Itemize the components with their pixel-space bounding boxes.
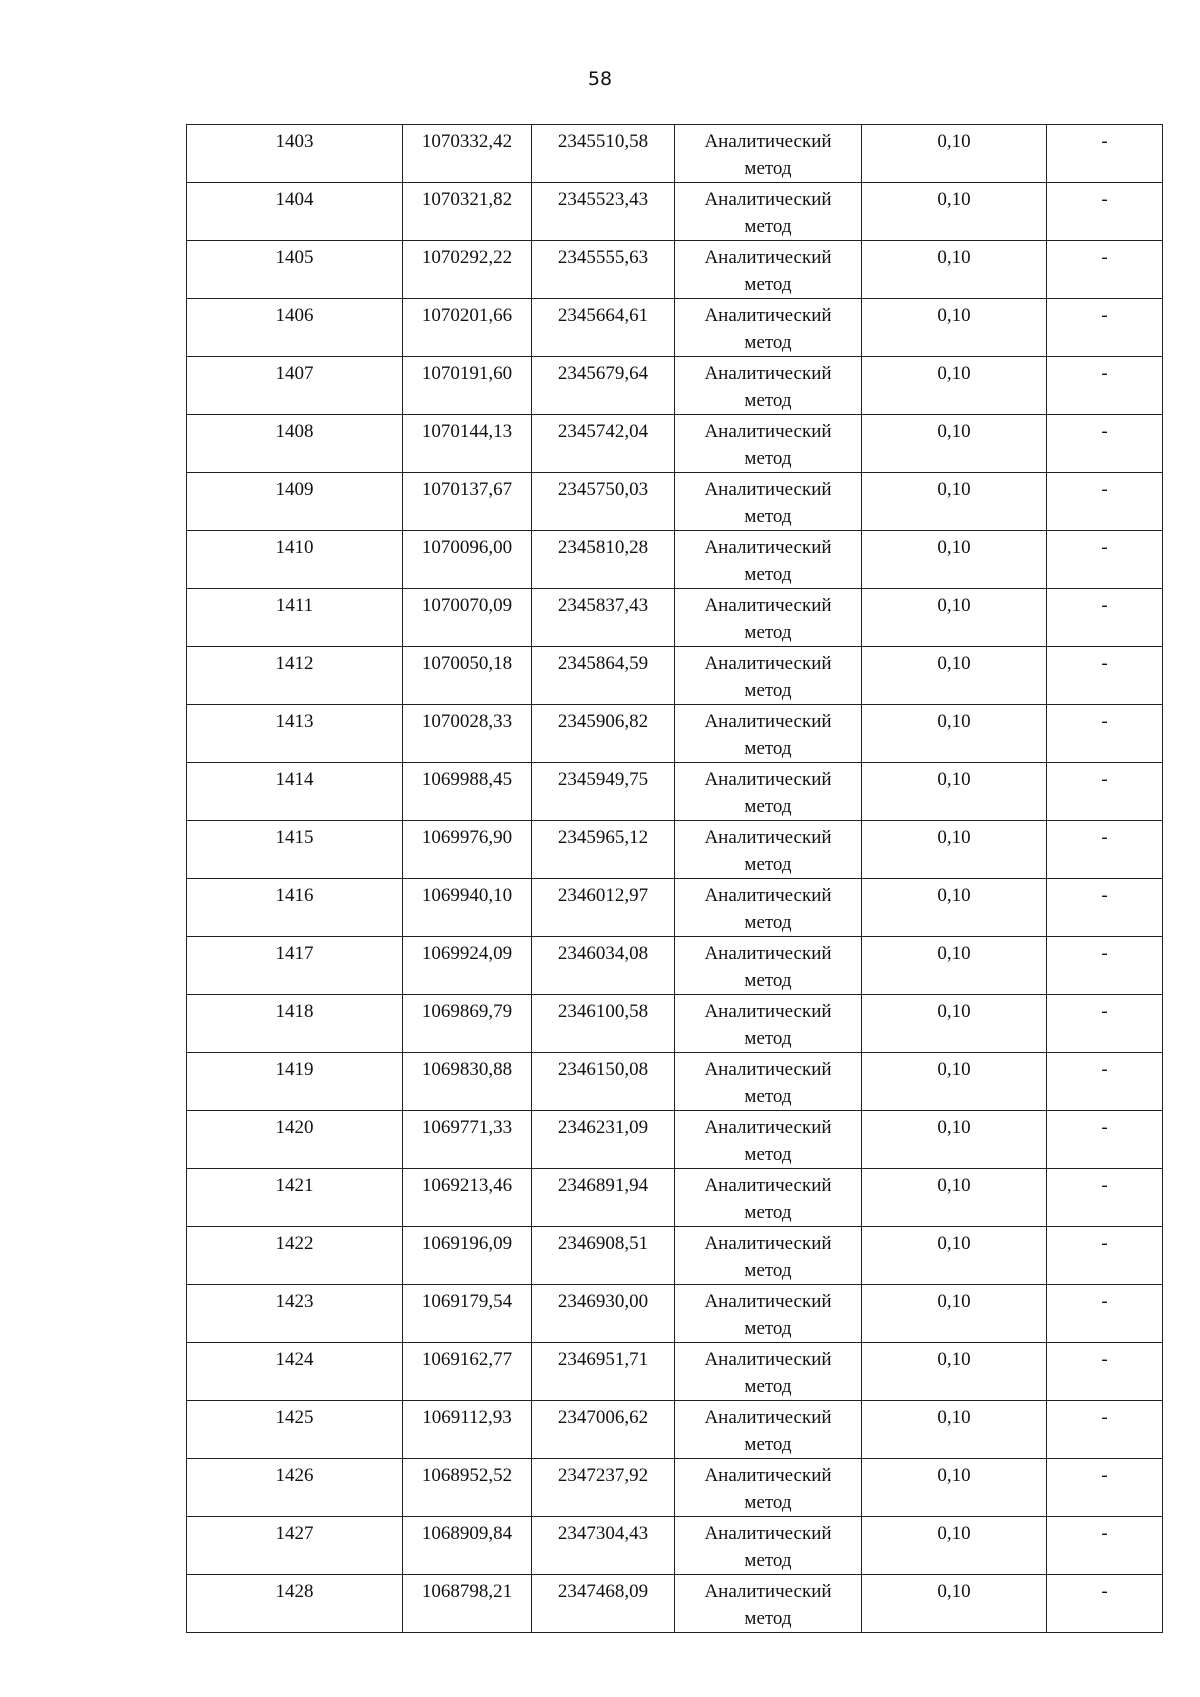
point-number-cell: 1411 <box>187 589 403 647</box>
accuracy-cell: 0,10 <box>862 1169 1047 1227</box>
method-line-1: Аналитический <box>704 479 832 500</box>
point-number-cell: 1412 <box>187 647 403 705</box>
point-number-cell: 1404 <box>187 183 403 241</box>
accuracy-cell: 0,10 <box>862 705 1047 763</box>
x-coordinate-cell: 1069213,46 <box>403 1169 532 1227</box>
point-number-cell: 1428 <box>187 1575 403 1633</box>
accuracy-cell: 0,10 <box>862 1459 1047 1517</box>
method-line-1: Аналитический <box>704 653 832 674</box>
y-coordinate-cell: 2345510,58 <box>532 125 675 183</box>
point-number-cell: 1421 <box>187 1169 403 1227</box>
method-cell <box>675 995 862 1053</box>
accuracy-cell: 0,10 <box>862 1517 1047 1575</box>
point-number-cell: 1406 <box>187 299 403 357</box>
accuracy-cell: 0,10 <box>862 1227 1047 1285</box>
accuracy-cell: 0,10 <box>862 763 1047 821</box>
method-cell <box>675 1401 862 1459</box>
method-line-2: метод <box>744 680 792 701</box>
table-row <box>187 1517 1163 1575</box>
note-cell: - <box>1047 1575 1163 1633</box>
note-cell: - <box>1047 1343 1163 1401</box>
method-cell <box>675 1459 862 1517</box>
table-row <box>187 125 1163 183</box>
table-row <box>187 589 1163 647</box>
y-coordinate-cell: 2345864,59 <box>532 647 675 705</box>
table-row <box>187 647 1163 705</box>
note-cell: - <box>1047 473 1163 531</box>
method-line-1: Аналитический <box>704 1291 832 1312</box>
accuracy-cell: 0,10 <box>862 1285 1047 1343</box>
table-row <box>187 299 1163 357</box>
accuracy-cell: 0,10 <box>862 125 1047 183</box>
method-line-1: Аналитический <box>704 189 832 210</box>
x-coordinate-cell: 1070096,00 <box>403 531 532 589</box>
method-cell <box>675 589 862 647</box>
note-cell: - <box>1047 995 1163 1053</box>
note-cell: - <box>1047 531 1163 589</box>
method-line-2: метод <box>744 854 792 875</box>
method-line-2: метод <box>744 448 792 469</box>
note-cell: - <box>1047 415 1163 473</box>
table-row <box>187 357 1163 415</box>
y-coordinate-cell: 2347468,09 <box>532 1575 675 1633</box>
accuracy-cell: 0,10 <box>862 589 1047 647</box>
x-coordinate-cell: 1069162,77 <box>403 1343 532 1401</box>
method-line-2: метод <box>744 216 792 237</box>
x-coordinate-cell: 1070070,09 <box>403 589 532 647</box>
table-row <box>187 1053 1163 1111</box>
point-number-cell: 1422 <box>187 1227 403 1285</box>
table-row <box>187 763 1163 821</box>
note-cell: - <box>1047 241 1163 299</box>
method-line-2: метод <box>744 1202 792 1223</box>
x-coordinate-cell: 1070144,13 <box>403 415 532 473</box>
point-number-cell: 1415 <box>187 821 403 879</box>
accuracy-cell: 0,10 <box>862 1401 1047 1459</box>
note-cell: - <box>1047 821 1163 879</box>
method-line-1: Аналитический <box>704 1059 832 1080</box>
method-cell <box>675 1575 862 1633</box>
point-number-cell: 1407 <box>187 357 403 415</box>
method-cell <box>675 1343 862 1401</box>
accuracy-cell: 0,10 <box>862 415 1047 473</box>
point-number-cell: 1409 <box>187 473 403 531</box>
table-row <box>187 995 1163 1053</box>
method-line-1: Аналитический <box>704 305 832 326</box>
y-coordinate-cell: 2345837,43 <box>532 589 675 647</box>
point-number-cell: 1424 <box>187 1343 403 1401</box>
accuracy-cell: 0,10 <box>862 473 1047 531</box>
method-line-2: метод <box>744 1318 792 1339</box>
point-number-cell: 1418 <box>187 995 403 1053</box>
table-row <box>187 1285 1163 1343</box>
point-number-cell: 1417 <box>187 937 403 995</box>
table-row <box>187 1169 1163 1227</box>
y-coordinate-cell: 2345664,61 <box>532 299 675 357</box>
x-coordinate-cell: 1069988,45 <box>403 763 532 821</box>
method-cell <box>675 299 862 357</box>
method-line-2: метод <box>744 1260 792 1281</box>
y-coordinate-cell: 2346891,94 <box>532 1169 675 1227</box>
method-line-2: метод <box>744 796 792 817</box>
method-line-2: метод <box>744 274 792 295</box>
table-row <box>187 879 1163 937</box>
y-coordinate-cell: 2346908,51 <box>532 1227 675 1285</box>
y-coordinate-cell: 2347006,62 <box>532 1401 675 1459</box>
method-line-2: метод <box>744 1144 792 1165</box>
x-coordinate-cell: 1070050,18 <box>403 647 532 705</box>
y-coordinate-cell: 2345523,43 <box>532 183 675 241</box>
point-number-cell: 1408 <box>187 415 403 473</box>
method-cell <box>675 647 862 705</box>
x-coordinate-cell: 1070332,42 <box>403 125 532 183</box>
accuracy-cell: 0,10 <box>862 1053 1047 1111</box>
table-row <box>187 1401 1163 1459</box>
method-line-1: Аналитический <box>704 711 832 732</box>
table-row <box>187 1343 1163 1401</box>
method-line-1: Аналитический <box>704 943 832 964</box>
table-row <box>187 937 1163 995</box>
note-cell: - <box>1047 1111 1163 1169</box>
y-coordinate-cell: 2346951,71 <box>532 1343 675 1401</box>
y-coordinate-cell: 2347304,43 <box>532 1517 675 1575</box>
method-line-1: Аналитический <box>704 247 832 268</box>
method-cell <box>675 531 862 589</box>
method-line-1: Аналитический <box>704 1117 832 1138</box>
point-number-cell: 1414 <box>187 763 403 821</box>
method-cell <box>675 1053 862 1111</box>
x-coordinate-cell: 1069830,88 <box>403 1053 532 1111</box>
point-number-cell: 1420 <box>187 1111 403 1169</box>
table-row <box>187 241 1163 299</box>
method-line-2: метод <box>744 912 792 933</box>
note-cell: - <box>1047 1169 1163 1227</box>
method-line-1: Аналитический <box>704 1001 832 1022</box>
method-line-2: метод <box>744 1376 792 1397</box>
method-cell <box>675 763 862 821</box>
accuracy-cell: 0,10 <box>862 1575 1047 1633</box>
x-coordinate-cell: 1069112,93 <box>403 1401 532 1459</box>
method-cell <box>675 1111 862 1169</box>
method-cell <box>675 1517 862 1575</box>
method-line-1: Аналитический <box>704 1233 832 1254</box>
accuracy-cell: 0,10 <box>862 183 1047 241</box>
note-cell: - <box>1047 183 1163 241</box>
point-number-cell: 1405 <box>187 241 403 299</box>
y-coordinate-cell: 2345742,04 <box>532 415 675 473</box>
note-cell: - <box>1047 1401 1163 1459</box>
accuracy-cell: 0,10 <box>862 937 1047 995</box>
x-coordinate-cell: 1069179,54 <box>403 1285 532 1343</box>
method-line-2: метод <box>744 332 792 353</box>
note-cell: - <box>1047 299 1163 357</box>
accuracy-cell: 0,10 <box>862 299 1047 357</box>
point-number-cell: 1403 <box>187 125 403 183</box>
note-cell: - <box>1047 1053 1163 1111</box>
note-cell: - <box>1047 125 1163 183</box>
method-line-1: Аналитический <box>704 1349 832 1370</box>
method-cell <box>675 879 862 937</box>
y-coordinate-cell: 2345906,82 <box>532 705 675 763</box>
method-line-2: метод <box>744 738 792 759</box>
method-line-1: Аналитический <box>704 595 832 616</box>
table-row <box>187 821 1163 879</box>
point-number-cell: 1410 <box>187 531 403 589</box>
x-coordinate-cell: 1070137,67 <box>403 473 532 531</box>
method-line-1: Аналитический <box>704 1465 832 1486</box>
accuracy-cell: 0,10 <box>862 879 1047 937</box>
point-number-cell: 1425 <box>187 1401 403 1459</box>
y-coordinate-cell: 2346150,08 <box>532 1053 675 1111</box>
x-coordinate-cell: 1070201,66 <box>403 299 532 357</box>
y-coordinate-cell: 2346100,58 <box>532 995 675 1053</box>
y-coordinate-cell: 2345810,28 <box>532 531 675 589</box>
table-row <box>187 1111 1163 1169</box>
method-line-1: Аналитический <box>704 885 832 906</box>
x-coordinate-cell: 1069196,09 <box>403 1227 532 1285</box>
method-line-2: метод <box>744 1550 792 1571</box>
note-cell: - <box>1047 705 1163 763</box>
x-coordinate-cell: 1069771,33 <box>403 1111 532 1169</box>
note-cell: - <box>1047 589 1163 647</box>
method-line-1: Аналитический <box>704 1175 832 1196</box>
method-line-1: Аналитический <box>704 421 832 442</box>
method-line-1: Аналитический <box>704 1523 832 1544</box>
accuracy-cell: 0,10 <box>862 821 1047 879</box>
table-row <box>187 531 1163 589</box>
note-cell: - <box>1047 357 1163 415</box>
method-line-1: Аналитический <box>704 1581 832 1602</box>
method-line-2: метод <box>744 564 792 585</box>
x-coordinate-cell: 1068952,52 <box>403 1459 532 1517</box>
method-cell <box>675 357 862 415</box>
accuracy-cell: 0,10 <box>862 531 1047 589</box>
note-cell: - <box>1047 879 1163 937</box>
method-line-2: метод <box>744 1086 792 1107</box>
table-row <box>187 1459 1163 1517</box>
x-coordinate-cell: 1069924,09 <box>403 937 532 995</box>
method-cell <box>675 415 862 473</box>
method-line-2: метод <box>744 506 792 527</box>
note-cell: - <box>1047 937 1163 995</box>
method-line-2: метод <box>744 1492 792 1513</box>
note-cell: - <box>1047 1285 1163 1343</box>
method-cell <box>675 1285 862 1343</box>
method-line-1: Аналитический <box>704 827 832 848</box>
coordinates-table <box>186 124 1163 1633</box>
accuracy-cell: 0,10 <box>862 1343 1047 1401</box>
note-cell: - <box>1047 763 1163 821</box>
x-coordinate-cell: 1069976,90 <box>403 821 532 879</box>
page-number: 58 <box>587 68 613 90</box>
y-coordinate-cell: 2345555,63 <box>532 241 675 299</box>
note-cell: - <box>1047 1517 1163 1575</box>
x-coordinate-cell: 1069940,10 <box>403 879 532 937</box>
table-row <box>187 415 1163 473</box>
accuracy-cell: 0,10 <box>862 995 1047 1053</box>
method-line-1: Аналитический <box>704 537 832 558</box>
x-coordinate-cell: 1068909,84 <box>403 1517 532 1575</box>
point-number-cell: 1419 <box>187 1053 403 1111</box>
method-cell <box>675 1169 862 1227</box>
method-cell <box>675 473 862 531</box>
method-cell <box>675 125 862 183</box>
accuracy-cell: 0,10 <box>862 647 1047 705</box>
method-line-2: метод <box>744 622 792 643</box>
method-cell <box>675 821 862 879</box>
method-cell <box>675 183 862 241</box>
coordinates-table-body <box>187 125 1163 1633</box>
table-row <box>187 705 1163 763</box>
x-coordinate-cell: 1070292,22 <box>403 241 532 299</box>
method-line-1: Аналитический <box>704 769 832 790</box>
y-coordinate-cell: 2346034,08 <box>532 937 675 995</box>
note-cell: - <box>1047 1459 1163 1517</box>
method-line-2: метод <box>744 970 792 991</box>
y-coordinate-cell: 2347237,92 <box>532 1459 675 1517</box>
y-coordinate-cell: 2345949,75 <box>532 763 675 821</box>
method-cell <box>675 705 862 763</box>
method-line-1: Аналитический <box>704 1407 832 1428</box>
y-coordinate-cell: 2346231,09 <box>532 1111 675 1169</box>
method-cell <box>675 937 862 995</box>
point-number-cell: 1416 <box>187 879 403 937</box>
method-cell <box>675 241 862 299</box>
accuracy-cell: 0,10 <box>862 241 1047 299</box>
method-line-2: метод <box>744 1608 792 1629</box>
y-coordinate-cell: 2346930,00 <box>532 1285 675 1343</box>
x-coordinate-cell: 1070321,82 <box>403 183 532 241</box>
point-number-cell: 1427 <box>187 1517 403 1575</box>
method-line-2: метод <box>744 158 792 179</box>
table-row <box>187 1227 1163 1285</box>
method-line-1: Аналитический <box>704 363 832 384</box>
method-line-2: метод <box>744 1434 792 1455</box>
table-row <box>187 473 1163 531</box>
table-row <box>187 1575 1163 1633</box>
point-number-cell: 1423 <box>187 1285 403 1343</box>
method-line-2: метод <box>744 1028 792 1049</box>
x-coordinate-cell: 1069869,79 <box>403 995 532 1053</box>
x-coordinate-cell: 1070191,60 <box>403 357 532 415</box>
y-coordinate-cell: 2345750,03 <box>532 473 675 531</box>
x-coordinate-cell: 1070028,33 <box>403 705 532 763</box>
point-number-cell: 1426 <box>187 1459 403 1517</box>
y-coordinate-cell: 2345679,64 <box>532 357 675 415</box>
y-coordinate-cell: 2345965,12 <box>532 821 675 879</box>
y-coordinate-cell: 2346012,97 <box>532 879 675 937</box>
note-cell: - <box>1047 1227 1163 1285</box>
accuracy-cell: 0,10 <box>862 357 1047 415</box>
point-number-cell: 1413 <box>187 705 403 763</box>
method-line-2: метод <box>744 390 792 411</box>
table-row <box>187 183 1163 241</box>
method-line-1: Аналитический <box>704 131 832 152</box>
note-cell: - <box>1047 647 1163 705</box>
x-coordinate-cell: 1068798,21 <box>403 1575 532 1633</box>
method-cell <box>675 1227 862 1285</box>
accuracy-cell: 0,10 <box>862 1111 1047 1169</box>
